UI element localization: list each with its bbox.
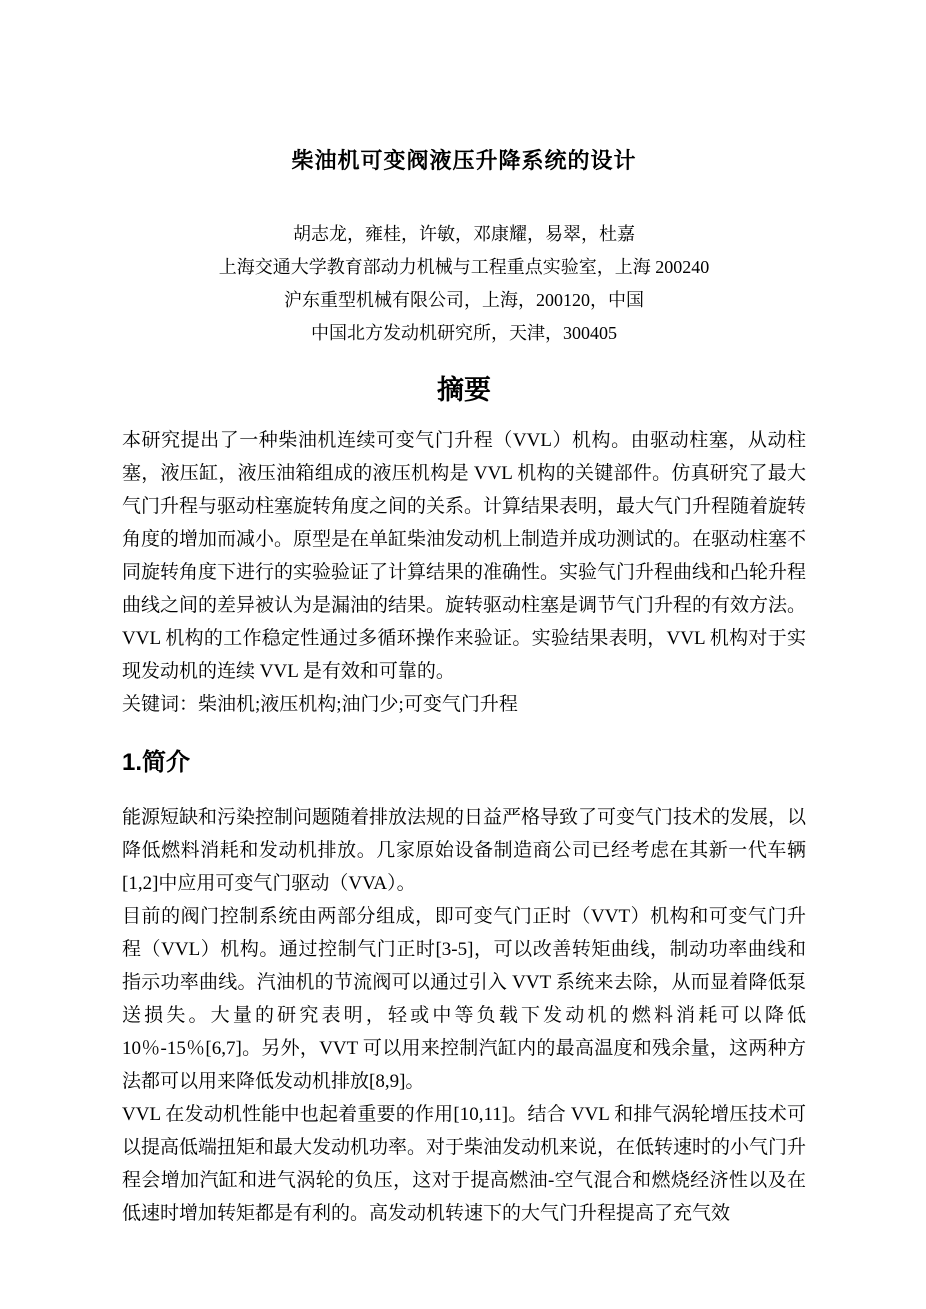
paper-title: 柴油机可变阀液压升降系统的设计 xyxy=(291,148,637,173)
abstract-text: 本研究提出了一种柴油机连续可变气门升程（VVL）机构。由驱动柱塞，从动柱塞，液压缸，液压油箱组成的液压机构是 VVL 机构的关键部件。仿真研究了最大气门升程与驱动柱塞旋转角度之间的关系。计算结果表明，最大气门升程随着旋转角度的增加而减小。原型是在单缸柴油发动机上制造并成功测试的。在驱动柱塞不同旋转角度下进行的实验验证了计算结果的准确性。实验气门升程曲线和凸轮升程曲线之间的差异被认为是漏油的结果。旋转驱动柱塞是调节气门升程的有效方法。 VVL 机构的工作稳定性通过多循环操作来验证。实验结果表明，VVL 机构对于实现发动机的连续 VVL 是有效和可靠的。 xyxy=(122,430,807,682)
abstract-heading: 摘要 xyxy=(437,375,491,405)
keywords-line: 关键词：柴油机;液压机构;油门少;可变气门升程 xyxy=(122,694,518,715)
authors-line: 胡志龙，雍桂，许敏，邓康耀，易翠，杜嘉 xyxy=(293,224,635,244)
affiliation-line-3: 中国北方发动机研究所，天津，300405 xyxy=(311,323,617,343)
intro-paragraph-3: VVL 在发动机性能中也起着重要的作用[10,11]。结合 VVL 和排气涡轮增压技术可以提高低端扭矩和最大发动机功率。对于柴油发动机来说，在低转速时的小气门升程会增加汽缸和进气涡轮的负压，这对于提高燃油-空气混合和燃烧经济性以及在低速时增加转矩都是有利的。高发动机转速下的大气门升程提高了充气效 xyxy=(122,1104,807,1224)
affiliation-line-1: 上海交通大学教育部动力机械与工程重点实验室，上海 200240 xyxy=(218,257,710,277)
section-1-heading: 1.简介 xyxy=(122,749,191,776)
affiliation-line-2: 沪东重型机械有限公司，上海，200120，中国 xyxy=(284,290,644,310)
intro-paragraph-1: 能源短缺和污染控制问题随着排放法规的日益严格导致了可变气门技术的发展，以降低燃料消耗和发动机排放。几家原始设备制造商公司已经考虑在其新一代车辆[1,2]中应用可变气门驱动（VVA）。 xyxy=(122,807,807,894)
intro-paragraph-2: 目前的阀门控制系统由两部分组成，即可变气门正时（VVT）机构和可变气门升程（VVL）机构。通过控制气门正时[3-5]，可以改善转矩曲线，制动功率曲线和指示功率曲线。汽油机的节流阀可以通过引入 VVT 系统来去除，从而显着降低泵送损失。大量的研究表明，轻或中等负载下发动机的燃料消耗可以降低 10％-15％[6,7]。另外，VVT 可以用来控制汽缸内的最高温度和残余量，这两种方法都可以用来降低发动机排放[8,9]。 xyxy=(122,906,806,1092)
